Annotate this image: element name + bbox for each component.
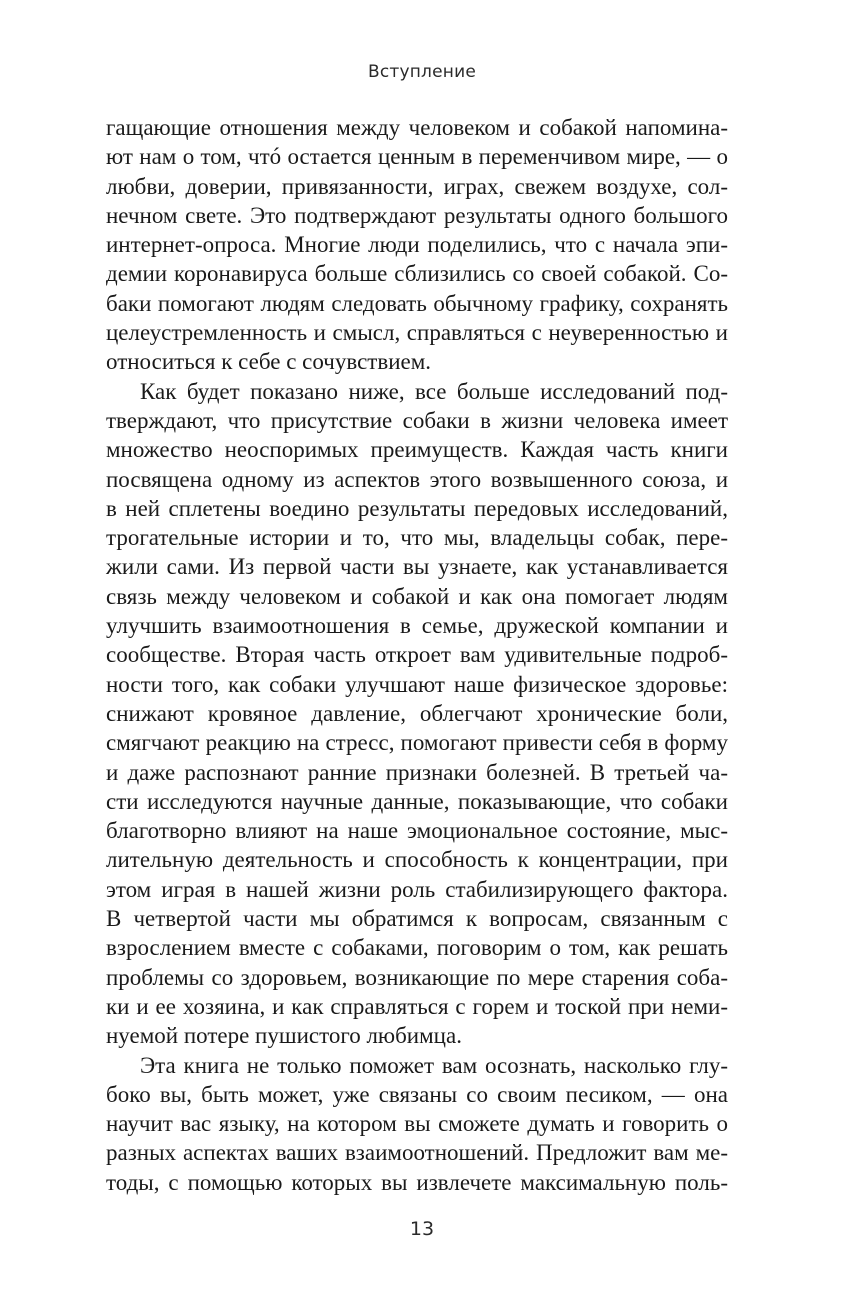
text-line: трогательные истории и то, что мы, владельцы собак, пере- [106,525,728,551]
text-line: лительную деятельность и способность к концентрации, при [106,847,728,873]
text-line: нуемой потере пушистого любимца. [106,1023,462,1049]
text-line: Эта книга не только поможет вам осознать, насколько глу- [140,1052,728,1078]
text-line: тоды, с помощью которых вы извлечете максимальную поль- [106,1169,728,1195]
text-line: демии коронавируса больше сблизились со своей собакой. Со- [106,261,728,287]
text-line: гащающие отношения между человеком и собакой напомина- [106,115,728,140]
text-line: и даже распознают ранние признаки болезней. В третьей ча- [106,759,728,785]
text-line: целеустремленность и смысл, справляться с неуверенностью и [106,320,728,346]
text-line: сти исследуются научные данные, показывающие, что собаки [106,788,728,814]
text-line: благотворно влияют на наше эмоциональное состояние, мыс- [106,818,728,844]
text-line: ют нам о том, чтó остается ценным в переменчивом мире, — о [106,144,728,170]
text-line: снижают кровяное давление, облегчают хронические боли, [106,700,728,726]
paragraph [106,113,728,377]
text-line: разных аспектах ваших взаимоотношений. Предложит вам ме- [106,1140,728,1166]
text-line: смягчают реакцию на стресс, помогают привести себя в форму [106,730,728,756]
text-line: тверждают, что присутствие собаки в жизни человека имеет [106,407,728,433]
paragraph [106,1051,728,1197]
text-line: В четвертой части мы обратимся к вопросам, связанным с [106,906,728,932]
text-line: в ней сплетены воедино результаты передовых исследований, [106,495,728,521]
text-line: баки помогают людям следовать обычному графику, сохранять [106,290,728,316]
text-line: научит вас языку, на котором вы сможете думать и говорить о [106,1111,728,1137]
text-line: посвящена одному из аспектов этого возвышенного союза, и [106,466,728,492]
text-line: Как будет показано ниже, все больше исследований под- [140,378,728,404]
running-head: Вступление [367,62,477,82]
text-line: нечном свете. Это подтверждают результаты одного большого [106,202,728,228]
text-line: этом играя в нашей жизни роль стабилизирующего фактора. [106,876,728,902]
page-number: 13 [409,1218,435,1240]
text-line: ки и ее хозяина, и как справляться с горем и тоской при неми- [106,993,728,1019]
text-line: жили сами. Из первой части вы узнаете, как устанавливается [106,554,728,580]
text-line: боко вы, быть может, уже связаны со своим песиком, — она [106,1081,728,1107]
text-line: проблемы со здоровьем, возникающие по мере старения соба- [106,964,728,990]
body-text [106,113,728,1197]
text-line: улучшить взаимоотношения в семье, дружеской компании и [106,613,728,639]
text-line: любви, доверии, привязанности, играх, свежем воздухе, сол- [106,173,728,199]
paragraph [106,377,728,1051]
text-line: взрослением вместе с собаками, поговорим о том, как решать [106,935,728,961]
text-line: ности того, как собаки улучшают наше физическое здоровье: [106,671,728,697]
text-line: множество неоспоримых преимуществ. Каждая часть книги [106,437,728,463]
text-line: относиться к себе с сочувствием. [106,349,432,375]
text-line: интернет-опроса. Многие люди поделились, что с начала эпи- [106,232,728,258]
text-line: сообществе. Вторая часть откроет вам удивительные подроб- [106,642,728,668]
text-line: связь между человеком и собакой и как она помогает людям [106,583,728,609]
